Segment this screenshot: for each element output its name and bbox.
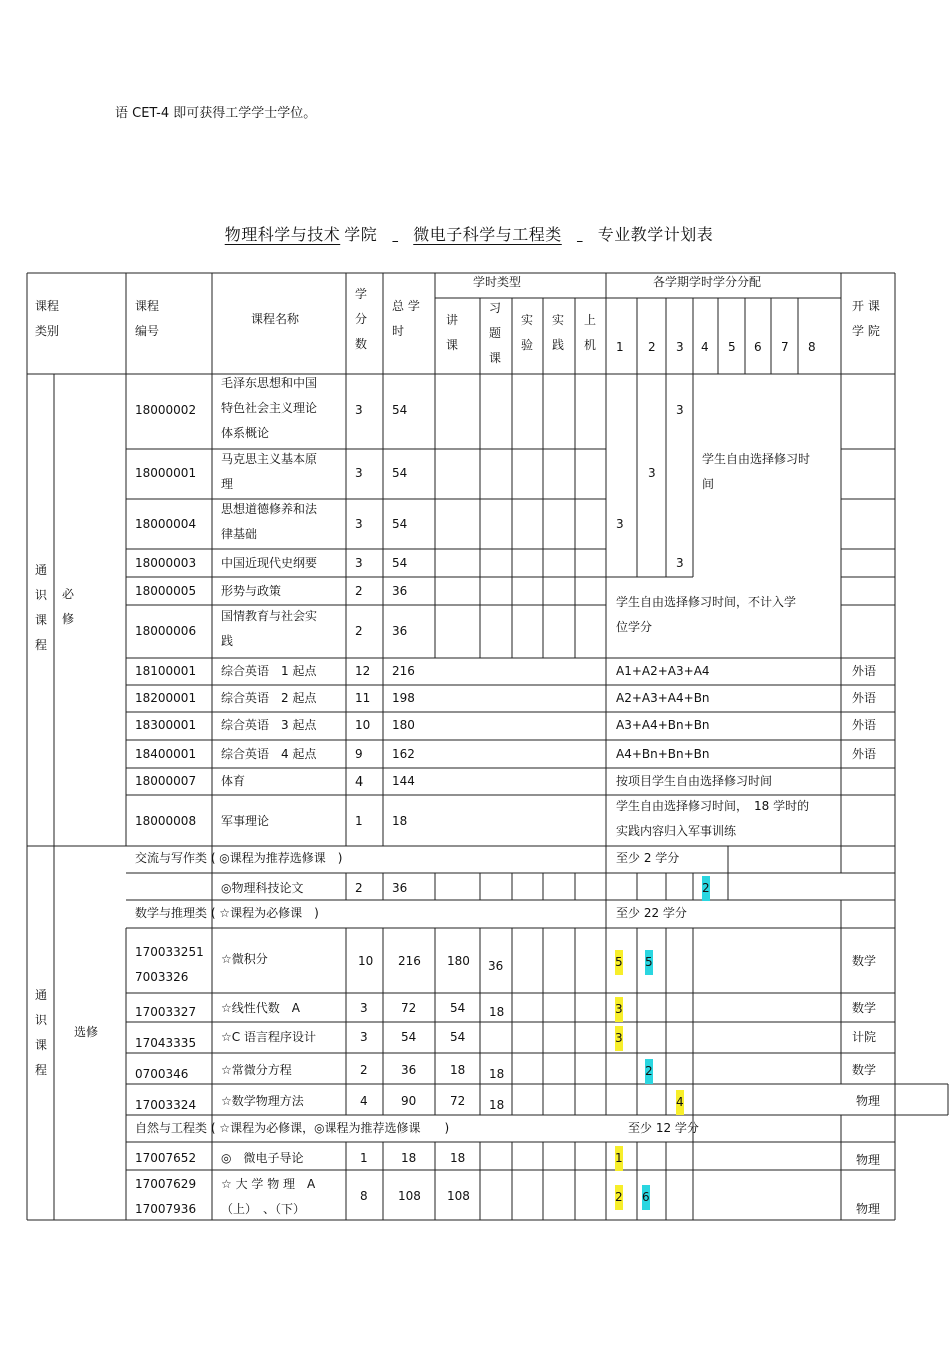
header-exercise: 习 题 课 bbox=[489, 301, 502, 365]
course-college: 数学 bbox=[852, 1063, 877, 1077]
course-college: 物理 bbox=[856, 1153, 881, 1167]
course-code: 18000007 bbox=[135, 774, 197, 788]
course-name: 马克思主义基本原 理 bbox=[221, 452, 318, 491]
course-name: 综合英语 2 起点 bbox=[221, 691, 317, 705]
course-name: ◎ 微电子导论 bbox=[221, 1151, 304, 1165]
course-code: 17007629 17007936 bbox=[135, 1177, 197, 1216]
course-sem1: 2 bbox=[615, 1185, 623, 1210]
course-sem3: 3 bbox=[676, 556, 684, 570]
course-credits: 1 bbox=[360, 1151, 368, 1165]
course-credits: 1 bbox=[355, 814, 363, 828]
intro-text: 语 CET-4 即可获得工学学士学位。 bbox=[115, 106, 317, 121]
course-sem1: 3 bbox=[615, 1026, 623, 1051]
course-name: 综合英语 3 起点 bbox=[221, 718, 317, 732]
course-name: ☆ 大 学 物 理 A （上） 、（下） bbox=[221, 1177, 316, 1216]
course-code: 18000003 bbox=[135, 556, 197, 570]
course-college: 计院 bbox=[852, 1030, 877, 1044]
course-hours: 36 bbox=[392, 624, 408, 638]
course-hours: 216 bbox=[398, 954, 421, 968]
header-sem-7: 7 bbox=[781, 340, 789, 354]
general-category-label-2: 通 识 课 程 bbox=[35, 988, 48, 1077]
course-dist: A4+Bn+Bn+Bn bbox=[616, 747, 710, 761]
course-code: 17043335 bbox=[135, 1036, 197, 1050]
course-name: 毛泽东思想和中国 特色社会主义理论 体系概论 bbox=[221, 376, 318, 440]
course-college: 数学 bbox=[852, 1001, 877, 1015]
course-hours: 144 bbox=[392, 774, 415, 788]
course-hours: 54 bbox=[401, 1030, 417, 1044]
course-lecture: 18 bbox=[450, 1063, 466, 1077]
course-credits: 12 bbox=[355, 664, 371, 678]
course-code: 17007652 bbox=[135, 1151, 197, 1165]
header-practice: 实 践 bbox=[552, 313, 565, 352]
course-credits: 9 bbox=[355, 747, 363, 761]
course-code: 18000006 bbox=[135, 624, 197, 638]
header-name: 课程名称 bbox=[251, 312, 300, 326]
course-name: 国情教育与社会实 践 bbox=[221, 609, 318, 648]
course-lecture: 72 bbox=[450, 1094, 466, 1108]
course-hours: 162 bbox=[392, 747, 415, 761]
course-credits: 2 bbox=[355, 624, 363, 638]
course-code: 18000005 bbox=[135, 584, 197, 598]
course-hours: 108 bbox=[398, 1189, 421, 1203]
course-credits: 2 bbox=[360, 1063, 368, 1077]
header-code: 课程 编号 bbox=[135, 299, 160, 338]
elective-group1-label: 交流与写作类 ( ◎课程为推荐选修课 ) bbox=[135, 851, 343, 865]
course-name: 形势与政策 bbox=[221, 584, 282, 598]
pe-note: 按项目学生自由选择修习时间 bbox=[616, 774, 773, 788]
course-code: 18200001 bbox=[135, 691, 197, 705]
header-sem-3: 3 bbox=[676, 340, 684, 354]
course-name: ☆线性代数 A bbox=[221, 1001, 300, 1015]
course-hours: 36 bbox=[392, 881, 408, 895]
course-college: 外语 bbox=[852, 747, 877, 761]
elective-group1-min: 至少 2 学分 bbox=[616, 851, 680, 865]
course-hours: 198 bbox=[392, 691, 415, 705]
course-exercise: 18 bbox=[489, 1098, 505, 1112]
header-computer: 上 机 bbox=[584, 313, 597, 352]
course-name: ☆C 语言程序设计 bbox=[221, 1030, 316, 1044]
course-name: ◎物理科技论文 bbox=[221, 881, 304, 895]
course-code: 18300001 bbox=[135, 718, 197, 732]
course-college: 数学 bbox=[852, 954, 877, 968]
course-college: 物理 bbox=[856, 1094, 881, 1108]
course-hours: 36 bbox=[392, 584, 408, 598]
course-sem1: 3 bbox=[615, 997, 623, 1022]
course-code: 170033251 7003326 bbox=[135, 945, 204, 984]
course-sem1: 1 bbox=[615, 1146, 623, 1171]
course-hours: 18 bbox=[401, 1151, 417, 1165]
header-sem-4: 4 bbox=[701, 340, 709, 354]
course-credits: 8 bbox=[360, 1189, 368, 1203]
course-name: ☆数学物理方法 bbox=[221, 1094, 304, 1108]
course-hours: 36 bbox=[401, 1063, 417, 1077]
course-college: 外语 bbox=[852, 664, 877, 678]
title-school: 物理科学与技术 bbox=[224, 225, 341, 244]
course-name: ☆微积分 bbox=[221, 952, 268, 966]
elective-group3-min: 至少 12 学分 bbox=[628, 1121, 699, 1135]
course-college: 外语 bbox=[852, 691, 877, 705]
course-credits: 4 bbox=[355, 775, 364, 790]
course-sem2: 3 bbox=[648, 466, 656, 480]
course-credits: 3 bbox=[355, 403, 363, 417]
course-dist: A2+A3+A4+Bn bbox=[616, 691, 710, 705]
course-name: 思想道德修养和法 律基础 bbox=[221, 502, 318, 541]
course-credits: 4 bbox=[360, 1094, 368, 1108]
course-dist: A1+A2+A3+A4 bbox=[616, 664, 710, 678]
elective-group2-min: 至少 22 学分 bbox=[616, 906, 687, 920]
course-lecture: 108 bbox=[447, 1189, 470, 1203]
course-code: 18000002 bbox=[135, 403, 197, 417]
course-credits: 10 bbox=[358, 954, 374, 968]
course-credits: 10 bbox=[355, 718, 371, 732]
course-sem2: 5 bbox=[645, 950, 653, 975]
course-credits: 3 bbox=[360, 1001, 368, 1015]
header-hour-types: 学时类型 bbox=[473, 275, 522, 289]
general-category-label: 通 识 课 程 bbox=[35, 563, 48, 652]
course-sem2: 2 bbox=[645, 1059, 653, 1084]
free-choice-note: 学生自由选择修习时 间 bbox=[702, 452, 811, 491]
course-lecture: 54 bbox=[450, 1001, 466, 1015]
header-category: 课程 类别 bbox=[35, 299, 60, 338]
course-name: 军事理论 bbox=[221, 814, 270, 828]
military-note: 学生自由选择修习时间， 18 学时的 实践内容归入军事训练 bbox=[616, 799, 810, 838]
free-choice-no-credit-note: 学生自由选择修习时间，不计入学 位学分 bbox=[616, 595, 797, 634]
course-name: 体育 bbox=[221, 774, 246, 788]
title-major: 微电子科学与工程类 bbox=[413, 225, 562, 244]
course-hours: 72 bbox=[401, 1001, 417, 1015]
course-code: 18000008 bbox=[135, 814, 197, 828]
elective-group2-label: 数学与推理类 ( ☆课程为必修课 ) bbox=[135, 906, 319, 920]
course-code: 18400001 bbox=[135, 747, 197, 761]
course-college: 物理 bbox=[856, 1202, 881, 1216]
course-hours: 18 bbox=[392, 814, 408, 828]
header-sem-8: 8 bbox=[808, 340, 816, 354]
course-sem4: 2 bbox=[702, 876, 710, 901]
header-college: 开 课 学 院 bbox=[852, 299, 880, 338]
course-sem3: 4 bbox=[676, 1090, 684, 1115]
header-credits: 学 分 数 bbox=[355, 287, 368, 351]
course-hours: 54 bbox=[392, 466, 408, 480]
course-code: 18000001 bbox=[135, 466, 197, 480]
header-lab: 实 验 bbox=[521, 313, 534, 352]
course-credits: 11 bbox=[355, 691, 371, 705]
course-hours: 54 bbox=[392, 556, 408, 570]
course-code: 0700346 bbox=[135, 1067, 189, 1081]
header-total-hours: 总 学 时 bbox=[392, 299, 420, 338]
course-name: 综合英语 4 起点 bbox=[221, 747, 317, 761]
course-sem1: 3 bbox=[616, 517, 624, 531]
course-credits: 2 bbox=[355, 584, 363, 598]
course-name: 综合英语 1 起点 bbox=[221, 664, 317, 678]
course-hours: 216 bbox=[392, 664, 415, 678]
course-lecture: 54 bbox=[450, 1030, 466, 1044]
course-code: 18000004 bbox=[135, 517, 197, 531]
course-code: 18100001 bbox=[135, 664, 197, 678]
header-lecture: 讲 课 bbox=[446, 313, 459, 352]
header-semester-dist: 各学期学时学分分配 bbox=[653, 275, 762, 289]
course-lecture: 18 bbox=[450, 1151, 466, 1165]
title-school-suffix: 学院 bbox=[344, 225, 378, 244]
course-hours: 90 bbox=[401, 1094, 417, 1108]
title-major-suffix: 专业教学计划表 bbox=[597, 225, 714, 244]
course-sem1: 5 bbox=[615, 950, 623, 975]
course-sem3: 3 bbox=[676, 403, 684, 417]
course-credits: 2 bbox=[355, 881, 363, 895]
course-exercise: 18 bbox=[489, 1005, 505, 1019]
course-lecture: 180 bbox=[447, 954, 470, 968]
course-hours: 54 bbox=[392, 517, 408, 531]
header-sem-5: 5 bbox=[728, 340, 736, 354]
course-sem2: 6 bbox=[642, 1185, 650, 1210]
course-code: 17003327 bbox=[135, 1005, 197, 1019]
course-name: 中国近现代史纲要 bbox=[221, 556, 318, 570]
course-credits: 3 bbox=[355, 466, 363, 480]
course-credits: 3 bbox=[355, 556, 363, 570]
header-sem-1: 1 bbox=[616, 340, 624, 354]
required-label: 必 修 bbox=[62, 587, 75, 626]
course-credits: 3 bbox=[355, 517, 363, 531]
header-sem-6: 6 bbox=[754, 340, 762, 354]
course-dist: A3+A4+Bn+Bn bbox=[616, 718, 710, 732]
elective-label: 选修 bbox=[74, 1025, 99, 1039]
course-code: 17003324 bbox=[135, 1098, 197, 1112]
course-hours: 54 bbox=[392, 403, 408, 417]
course-hours: 180 bbox=[392, 718, 415, 732]
course-exercise: 36 bbox=[488, 959, 504, 973]
course-name: ☆常微分方程 bbox=[221, 1063, 292, 1077]
course-exercise: 18 bbox=[489, 1067, 505, 1081]
header-sem-2: 2 bbox=[648, 340, 656, 354]
elective-group3-label: 自然与工程类 ( ☆课程为必修课，◎课程为推荐选修课 ) bbox=[135, 1121, 450, 1135]
course-credits: 3 bbox=[360, 1030, 368, 1044]
course-college: 外语 bbox=[852, 718, 877, 732]
